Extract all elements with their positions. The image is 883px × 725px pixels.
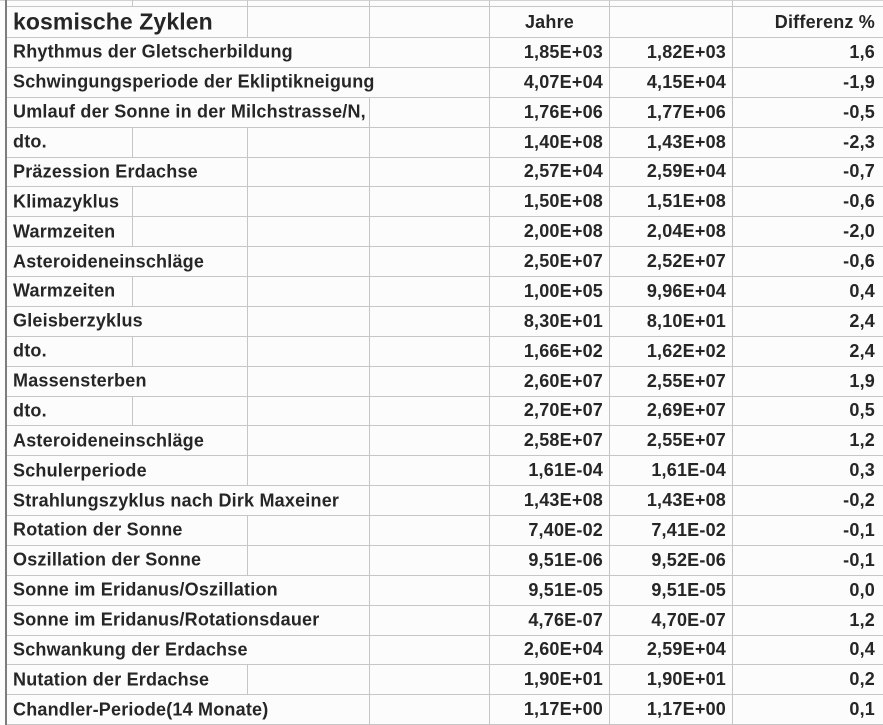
jahre-value: 1,40E+08 <box>523 131 603 152</box>
diff-value: 0,3 <box>849 460 875 481</box>
spill-cell[interactable] <box>370 247 490 276</box>
jahre-value-cell[interactable] <box>490 277 610 306</box>
row-label: dto. <box>13 340 47 361</box>
diff-value: 2,4 <box>849 340 875 361</box>
row-label: Warmzeiten <box>13 280 116 301</box>
diff-value-cell[interactable] <box>733 397 883 426</box>
table-row <box>7 128 883 158</box>
row-label: Chandler-Periode(14 Monate) <box>13 699 269 720</box>
table-row <box>7 486 883 516</box>
diff-value-cell[interactable] <box>733 247 883 276</box>
spill-cell[interactable] <box>133 367 248 396</box>
empty-cell <box>133 0 248 6</box>
table-row <box>7 665 883 695</box>
table-row <box>7 337 883 367</box>
jahre-value: 1,50E+08 <box>523 191 603 212</box>
jahre-value-cell[interactable] <box>490 636 610 665</box>
diff-value-cell[interactable] <box>733 576 883 605</box>
empty-cell <box>733 0 883 6</box>
row-label-cell[interactable] <box>7 456 147 485</box>
diff-value: 0,5 <box>849 400 875 421</box>
jahre-value-cell[interactable] <box>490 217 610 246</box>
jahre-value: 7,40E-02 <box>528 519 603 540</box>
row-label-cell[interactable] <box>7 307 143 336</box>
spill-cell[interactable] <box>370 636 490 665</box>
empty-header-cell[interactable] <box>610 7 733 37</box>
second-value: 1,77E+06 <box>646 101 726 122</box>
table-row <box>7 217 883 247</box>
second-value: 9,96E+04 <box>646 280 726 301</box>
second-value: 1,51E+08 <box>646 191 726 212</box>
jahre-value: 8,30E+01 <box>523 310 603 331</box>
jahre-value: 2,70E+07 <box>523 400 603 421</box>
jahre-value-cell[interactable] <box>490 367 610 396</box>
diff-value: -2,3 <box>843 131 875 152</box>
spill-cell[interactable] <box>248 397 370 426</box>
diff-value: 0,2 <box>849 669 875 690</box>
row-label-cell[interactable] <box>7 38 293 67</box>
jahre-value: 4,76E-07 <box>528 609 603 630</box>
spill-cell[interactable] <box>133 187 248 216</box>
spill-cell[interactable] <box>248 636 370 665</box>
row-label-cell[interactable] <box>7 337 133 366</box>
diff-value-cell[interactable] <box>733 68 883 97</box>
second-value: 1,82E+03 <box>646 41 726 62</box>
table-row <box>7 606 883 636</box>
jahre-value: 9,51E-05 <box>528 579 603 600</box>
second-value: 1,90E+01 <box>646 669 726 690</box>
spill-cell[interactable] <box>370 217 490 246</box>
spill-cell[interactable] <box>248 277 370 306</box>
row-label: Rotation der Sonne <box>13 519 183 540</box>
jahre-value-cell[interactable] <box>490 307 610 336</box>
spill-cell[interactable] <box>370 456 490 485</box>
table-row <box>7 397 883 427</box>
second-value: 2,59E+04 <box>646 639 726 660</box>
table-row <box>7 68 883 98</box>
diff-value-cell[interactable] <box>733 695 883 724</box>
second-value-cell[interactable] <box>610 187 733 216</box>
table-row <box>7 516 883 546</box>
row-label: dto. <box>13 400 47 421</box>
empty-cell <box>370 0 490 6</box>
row-label-cell[interactable] <box>7 187 133 216</box>
second-value-cell[interactable] <box>610 426 733 455</box>
second-value-cell[interactable] <box>610 636 733 665</box>
spill-cell[interactable] <box>248 665 370 694</box>
row-label: Präzession Erdachse <box>13 161 198 182</box>
diff-value: 0,4 <box>849 639 875 660</box>
spill-cell[interactable] <box>370 187 490 216</box>
jahre-value: 1,43E+08 <box>523 490 603 511</box>
row-label: Sonne im Eridanus/Oszillation <box>13 579 278 600</box>
diff-value-cell[interactable] <box>733 98 883 127</box>
spill-cell[interactable] <box>133 277 248 306</box>
diff-value-cell[interactable] <box>733 277 883 306</box>
jahre-value: 2,58E+07 <box>523 430 603 451</box>
table-row <box>7 546 883 576</box>
spill-cell[interactable] <box>370 426 490 455</box>
second-value-cell[interactable] <box>610 277 733 306</box>
jahre-header-label: Jahre <box>524 11 575 32</box>
spill-cell[interactable] <box>248 546 370 575</box>
row-label-cell[interactable] <box>7 576 278 605</box>
diff-value-cell[interactable] <box>733 456 883 485</box>
diff-value-cell[interactable] <box>733 158 883 187</box>
table-row <box>7 277 883 307</box>
diff-value: -2,0 <box>843 221 875 242</box>
jahre-value-cell[interactable] <box>490 576 610 605</box>
spill-cell[interactable] <box>248 7 370 37</box>
diff-value-cell[interactable] <box>733 426 883 455</box>
diff-value-cell[interactable] <box>733 307 883 336</box>
row-label: Asteroideneinschläge <box>13 251 205 272</box>
jahre-value-cell[interactable] <box>490 516 610 545</box>
spill-cell[interactable] <box>370 695 490 724</box>
jahre-value: 2,60E+04 <box>523 639 603 660</box>
table-row <box>7 367 883 397</box>
second-value: 2,55E+07 <box>646 430 726 451</box>
second-value-cell[interactable] <box>610 68 733 97</box>
row-label-cell[interactable] <box>7 486 340 515</box>
diff-value-cell[interactable] <box>733 516 883 545</box>
jahre-value-cell[interactable] <box>490 247 610 276</box>
diff-value-cell[interactable] <box>733 486 883 515</box>
jahre-value-cell[interactable] <box>490 486 610 515</box>
diff-value-cell[interactable] <box>733 38 883 67</box>
jahre-value: 4,07E+04 <box>523 71 603 92</box>
spill-cell[interactable] <box>370 665 490 694</box>
spill-cell[interactable] <box>370 277 490 306</box>
table-row <box>7 456 883 486</box>
second-value: 4,70E-07 <box>651 609 726 630</box>
second-value: 9,51E-05 <box>651 579 726 600</box>
jahre-value-cell[interactable] <box>490 38 610 67</box>
diff-value: -0,6 <box>843 191 875 212</box>
cropped-row-top <box>7 0 883 7</box>
second-value: 1,43E+08 <box>646 490 726 511</box>
sheet-left-border <box>5 0 7 725</box>
spill-cell[interactable] <box>248 307 370 336</box>
spill-cell[interactable] <box>370 68 490 97</box>
row-label-cell[interactable] <box>7 636 248 665</box>
spill-cell[interactable] <box>248 217 370 246</box>
table-row <box>7 38 883 68</box>
row-label: Schulerperiode <box>13 460 147 481</box>
spill-cell[interactable] <box>133 307 248 336</box>
second-value-cell[interactable] <box>610 158 733 187</box>
row-label: Sonne im Eridanus/Rotationsdauer <box>13 609 320 630</box>
diff-value-cell[interactable] <box>733 128 883 157</box>
jahre-value: 1,66E+02 <box>523 340 603 361</box>
table-row <box>7 307 883 337</box>
spill-cell[interactable] <box>370 158 490 187</box>
diff-value: 1,6 <box>849 41 875 62</box>
second-value-cell[interactable] <box>610 486 733 515</box>
jahre-value-cell[interactable] <box>490 128 610 157</box>
differenz-header-label: Differenz % <box>774 11 875 32</box>
second-value: 2,52E+07 <box>646 251 726 272</box>
row-label-cell[interactable] <box>7 68 375 97</box>
second-value-cell[interactable] <box>610 128 733 157</box>
row-label: Schwingungsperiode der Ekliptikneigung <box>13 71 375 92</box>
differenz-header-cell[interactable] <box>733 7 883 37</box>
diff-value-cell[interactable] <box>733 187 883 216</box>
row-label-cell[interactable] <box>7 397 133 426</box>
jahre-value-cell[interactable] <box>490 695 610 724</box>
row-label: Warmzeiten <box>13 221 116 242</box>
second-value: 2,55E+07 <box>646 370 726 391</box>
spill-cell[interactable] <box>248 337 370 366</box>
second-value-cell[interactable] <box>610 38 733 67</box>
second-value: 9,52E-06 <box>651 549 726 570</box>
row-label-cell[interactable] <box>7 695 269 724</box>
jahre-value: 2,60E+07 <box>523 370 603 391</box>
jahre-value-cell[interactable] <box>490 456 610 485</box>
jahre-value-cell[interactable] <box>490 397 610 426</box>
row-label-cell[interactable] <box>7 367 147 396</box>
table-row <box>7 98 883 128</box>
diff-value: 0,0 <box>849 579 875 600</box>
diff-value: 1,9 <box>849 370 875 391</box>
jahre-value-cell[interactable] <box>490 187 610 216</box>
jahre-value-cell[interactable] <box>490 546 610 575</box>
table-row <box>7 247 883 277</box>
second-value: 8,10E+01 <box>646 310 726 331</box>
second-value: 1,17E+00 <box>646 699 726 720</box>
second-value-cell[interactable] <box>610 516 733 545</box>
jahre-value-cell[interactable] <box>490 98 610 127</box>
row-label: Strahlungszyklus nach Dirk Maxeiner <box>13 490 340 511</box>
spill-cell[interactable] <box>248 516 370 545</box>
second-value-cell[interactable] <box>610 606 733 635</box>
jahre-value-cell[interactable] <box>490 426 610 455</box>
table-row <box>7 187 883 217</box>
spill-cell[interactable] <box>248 456 370 485</box>
table-row <box>7 426 883 456</box>
spill-cell[interactable] <box>370 7 490 37</box>
second-value: 2,69E+07 <box>646 400 726 421</box>
jahre-value-cell[interactable] <box>490 68 610 97</box>
second-value: 7,41E-02 <box>651 519 726 540</box>
diff-value: -1,9 <box>843 71 875 92</box>
row-label: Nutation der Erdachse <box>13 669 210 690</box>
row-label: dto. <box>13 131 47 152</box>
diff-value: -0,1 <box>843 549 875 570</box>
table-row <box>7 158 883 188</box>
spill-cell[interactable] <box>370 307 490 336</box>
spill-cell[interactable] <box>370 367 490 396</box>
diff-value: -0,1 <box>843 519 875 540</box>
jahre-value: 1,17E+00 <box>523 699 603 720</box>
spill-cell[interactable] <box>133 456 248 485</box>
jahre-value: 2,57E+04 <box>523 161 603 182</box>
diff-value: 1,2 <box>849 430 875 451</box>
table <box>7 0 883 725</box>
spill-cell[interactable] <box>370 38 490 67</box>
sheet-title: kosmische Zyklen <box>13 8 213 35</box>
second-value: 2,59E+04 <box>646 161 726 182</box>
row-label-cell[interactable] <box>7 665 210 694</box>
second-value: 2,04E+08 <box>646 221 726 242</box>
second-value-cell[interactable] <box>610 98 733 127</box>
spill-cell[interactable] <box>248 247 370 276</box>
table-row <box>7 695 883 725</box>
second-value-cell[interactable] <box>610 307 733 336</box>
row-label: Schwankung der Erdachse <box>13 639 248 660</box>
row-label-cell[interactable] <box>7 606 320 635</box>
row-label-cell[interactable] <box>7 247 205 276</box>
diff-value-cell[interactable] <box>733 606 883 635</box>
empty-cell <box>7 0 133 6</box>
title-cell[interactable] <box>7 7 213 37</box>
row-label: Gleisberzyklus <box>13 310 143 331</box>
spill-cell[interactable] <box>248 158 370 187</box>
spill-cell[interactable] <box>370 128 490 157</box>
jahre-value: 2,00E+08 <box>523 221 603 242</box>
spill-cell[interactable] <box>370 576 490 605</box>
second-value: 1,62E+02 <box>646 340 726 361</box>
diff-value: 1,2 <box>849 609 875 630</box>
diff-value: 2,4 <box>849 310 875 331</box>
spill-cell[interactable] <box>370 486 490 515</box>
second-value-cell[interactable] <box>610 247 733 276</box>
jahre-value-cell[interactable] <box>490 337 610 366</box>
diff-value: -0,5 <box>843 101 875 122</box>
jahre-value: 1,90E+01 <box>523 669 603 690</box>
row-label: Asteroideneinschläge <box>13 430 205 451</box>
jahre-value: 9,51E-06 <box>528 549 603 570</box>
diff-value: -0,2 <box>843 490 875 511</box>
second-value: 4,15E+04 <box>646 71 726 92</box>
spill-cell[interactable] <box>248 128 370 157</box>
second-value-cell[interactable] <box>610 397 733 426</box>
diff-value: 0,4 <box>849 280 875 301</box>
row-label: Klimazyklus <box>13 191 120 212</box>
jahre-value: 1,85E+03 <box>523 41 603 62</box>
second-value-cell[interactable] <box>610 546 733 575</box>
spill-cell[interactable] <box>248 426 370 455</box>
diff-value-cell[interactable] <box>733 337 883 366</box>
jahre-value-cell[interactable] <box>490 606 610 635</box>
spill-cell[interactable] <box>248 367 370 396</box>
spill-cell[interactable] <box>133 337 248 366</box>
spill-cell[interactable] <box>370 546 490 575</box>
row-label-cell[interactable] <box>7 217 133 246</box>
spill-cell[interactable] <box>370 606 490 635</box>
row-label: Massensterben <box>13 370 147 391</box>
row-label-cell[interactable] <box>7 546 202 575</box>
spill-cell[interactable] <box>370 397 490 426</box>
row-label: Umlauf der Sonne in der Milchstrasse/N, <box>13 101 366 122</box>
jahre-value-cell[interactable] <box>490 665 610 694</box>
table-row <box>7 576 883 606</box>
spill-cell[interactable] <box>370 516 490 545</box>
spill-cell[interactable] <box>133 397 248 426</box>
diff-value-cell[interactable] <box>733 367 883 396</box>
spill-cell[interactable] <box>248 187 370 216</box>
diff-value: -0,6 <box>843 251 875 272</box>
row-label-cell[interactable] <box>7 158 198 187</box>
empty-cell <box>610 0 733 6</box>
row-label-cell[interactable] <box>7 98 366 127</box>
diff-value-cell[interactable] <box>733 665 883 694</box>
diff-value: 0,1 <box>849 699 875 720</box>
jahre-value: 1,76E+06 <box>523 101 603 122</box>
second-value: 1,61E-04 <box>651 460 726 481</box>
diff-value-cell[interactable] <box>733 217 883 246</box>
second-value-cell[interactable] <box>610 337 733 366</box>
diff-value-cell[interactable] <box>733 636 883 665</box>
second-value-cell[interactable] <box>610 217 733 246</box>
second-value: 1,43E+08 <box>646 131 726 152</box>
second-value-cell[interactable] <box>610 576 733 605</box>
spill-cell[interactable] <box>133 128 248 157</box>
row-label-cell[interactable] <box>7 516 183 545</box>
jahre-value: 2,50E+07 <box>523 251 603 272</box>
diff-value: -0,7 <box>843 161 875 182</box>
row-label-cell[interactable] <box>7 277 133 306</box>
row-label-cell[interactable] <box>7 426 205 455</box>
row-label-cell[interactable] <box>7 128 133 157</box>
spill-cell[interactable] <box>370 337 490 366</box>
spill-cell[interactable] <box>133 217 248 246</box>
jahre-value: 1,61E-04 <box>528 460 603 481</box>
header-row <box>7 7 883 38</box>
second-value-cell[interactable] <box>610 367 733 396</box>
jahre-value: 1,00E+05 <box>523 280 603 301</box>
empty-cell <box>490 0 610 6</box>
second-value-cell[interactable] <box>610 665 733 694</box>
diff-value-cell[interactable] <box>733 546 883 575</box>
second-value-cell[interactable] <box>610 695 733 724</box>
row-label: Rhythmus der Gletscherbildung <box>13 41 293 62</box>
second-value-cell[interactable] <box>610 456 733 485</box>
jahre-header-cell[interactable] <box>490 7 610 37</box>
empty-cell <box>248 0 370 6</box>
jahre-value-cell[interactable] <box>490 158 610 187</box>
spill-cell[interactable] <box>370 98 490 127</box>
row-label: Oszillation der Sonne <box>13 549 202 570</box>
table-row <box>7 636 883 666</box>
